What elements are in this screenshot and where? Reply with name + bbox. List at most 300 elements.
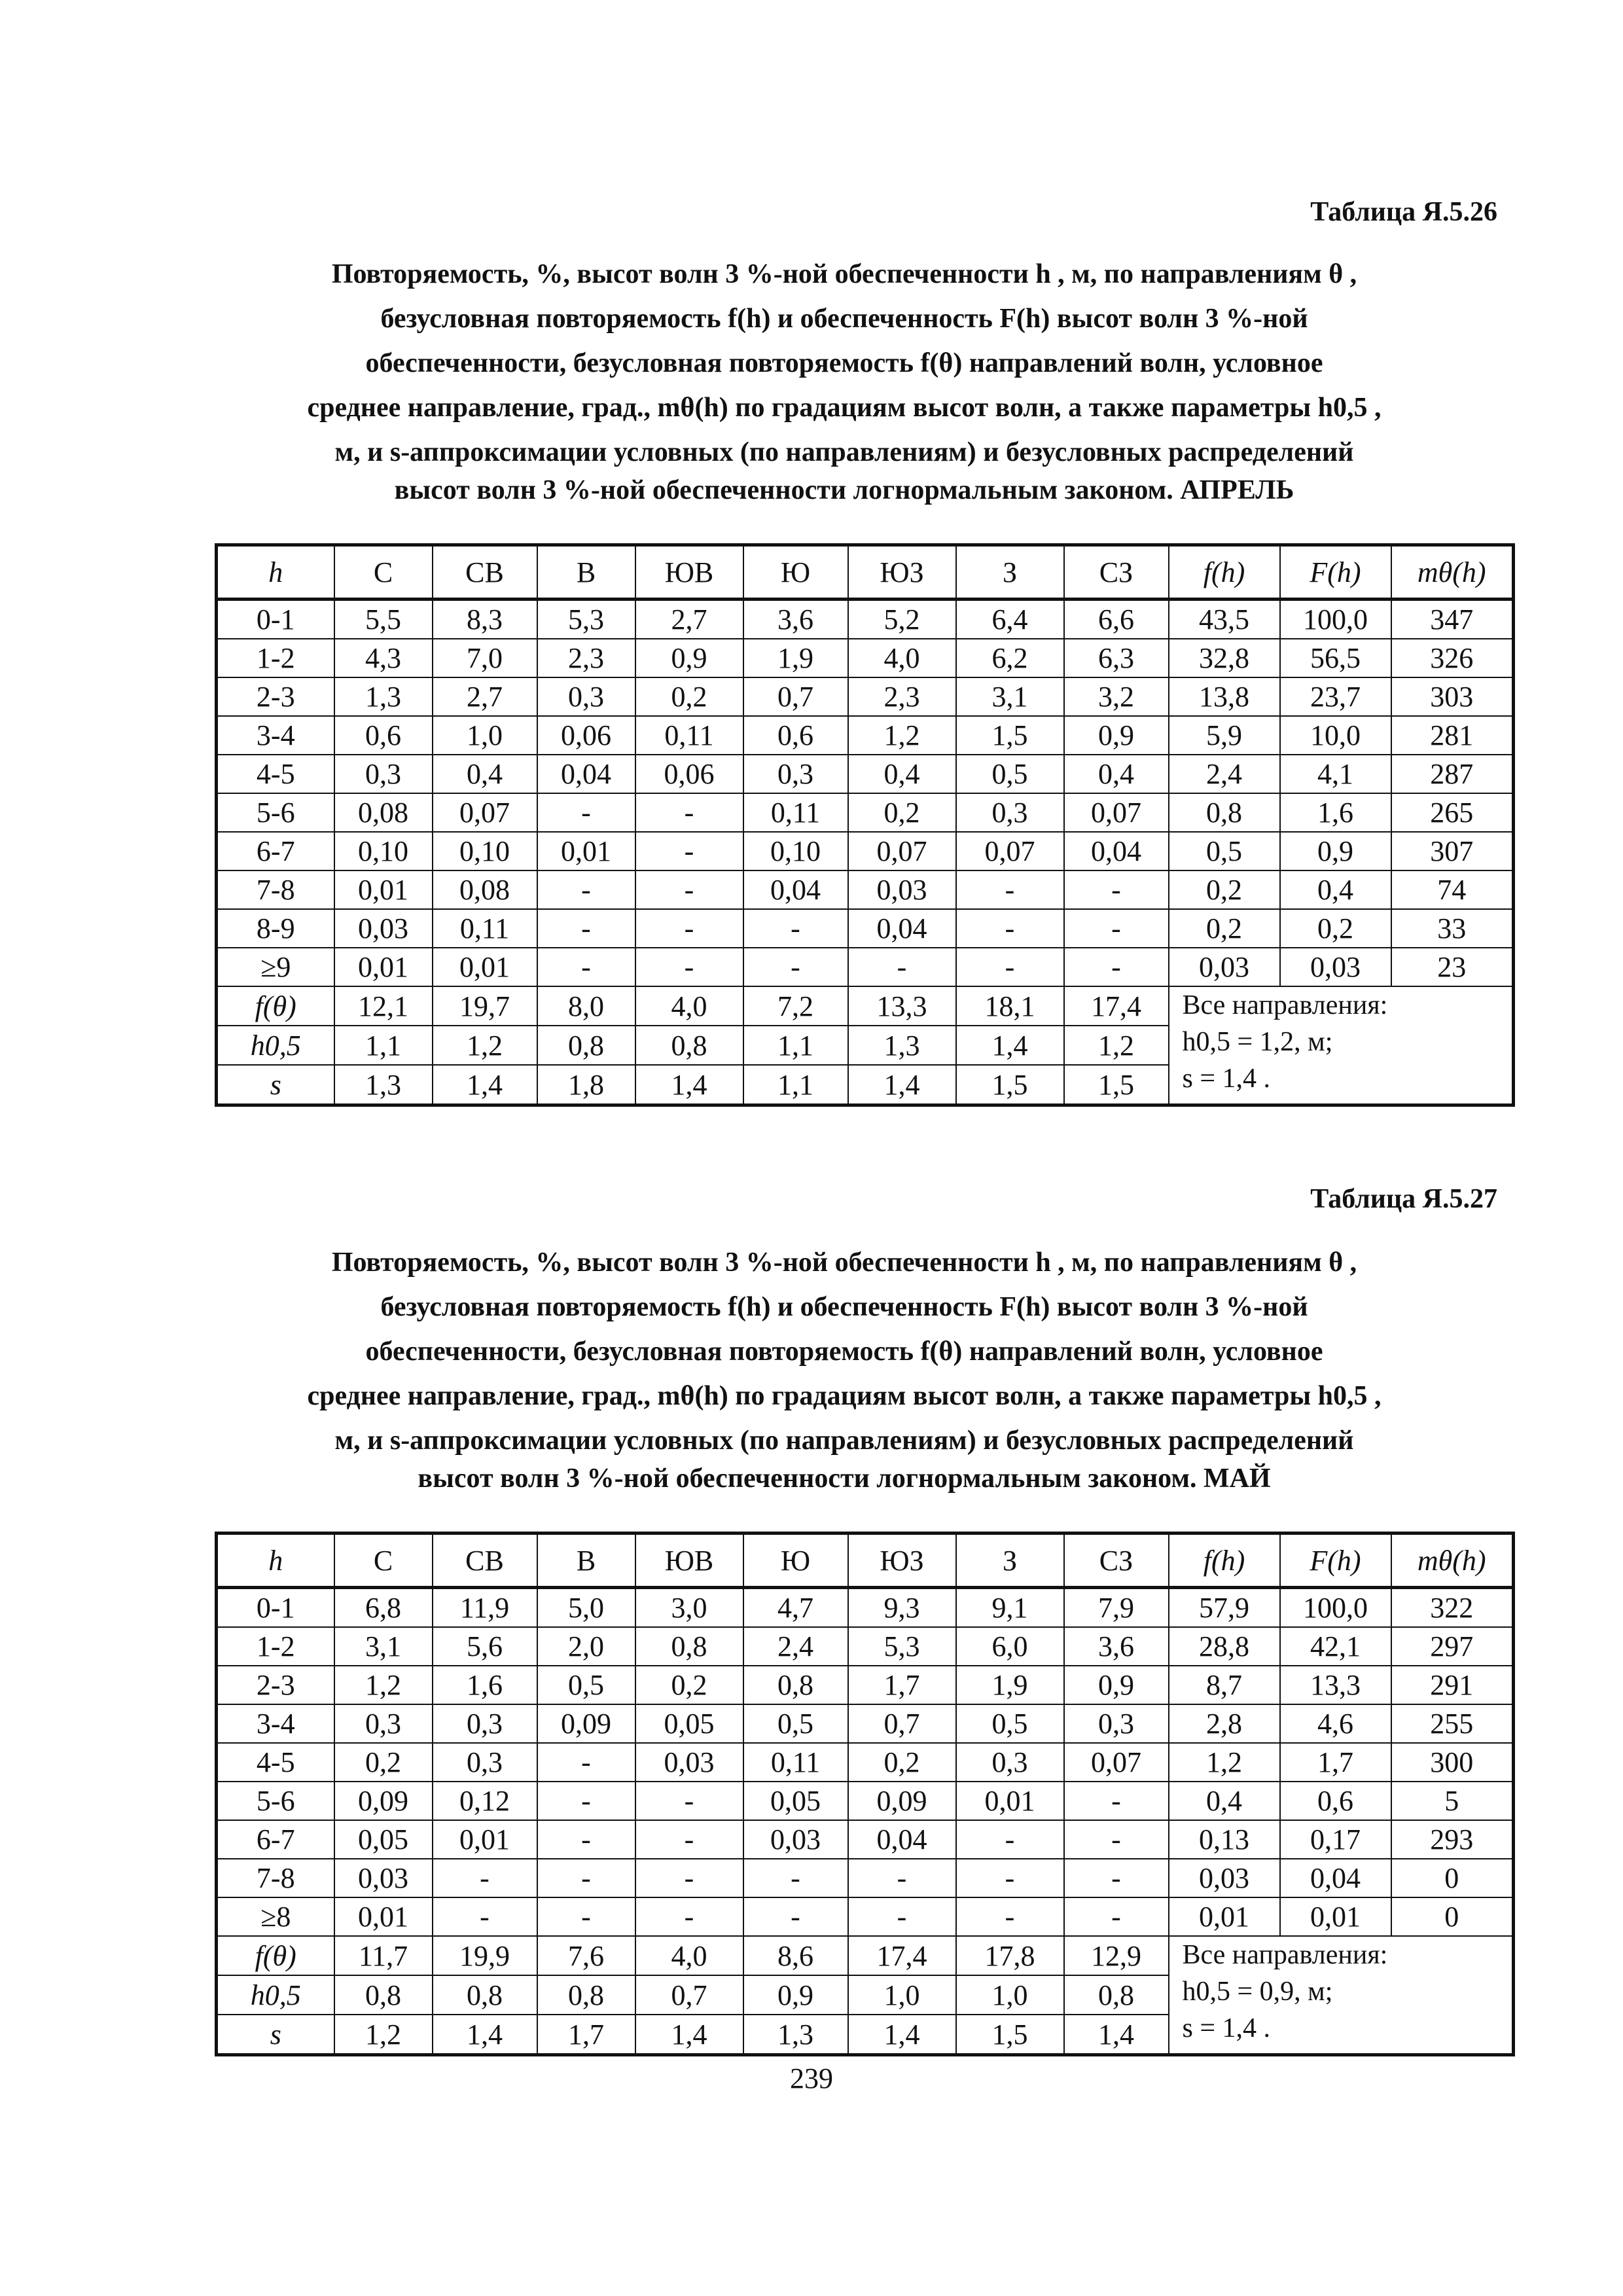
column-header: СВ (433, 545, 537, 600)
note-line: s = 1,4 . (1182, 1064, 1271, 1094)
table-cell: 0,01 (1169, 1897, 1280, 1936)
table-cell: 0,3 (743, 755, 848, 793)
row-header-cell: 1-2 (217, 639, 334, 677)
table-cell: 287 (1391, 755, 1514, 793)
table-cell: 0,04 (743, 870, 848, 909)
caption-line: обеспеченности, безусловная повторяемость f(θ) направлений волн, условное (365, 1336, 1323, 1367)
table-cell: - (848, 1859, 956, 1897)
table-cell: 0,9 (1064, 716, 1169, 755)
table-cell: 0,2 (1280, 909, 1391, 948)
column-header: СВ (433, 1534, 537, 1588)
header-row (217, 1534, 1514, 1588)
table-cell: - (537, 948, 635, 986)
table-cell: 2,7 (635, 600, 743, 639)
table-cell: 0,03 (848, 870, 956, 909)
table-cell: 5,9 (1169, 716, 1280, 755)
summary-cell: 18,1 (956, 986, 1064, 1026)
caption-line: м, и s-аппроксимации условных (по направлениям) и безусловных распределений (334, 437, 1354, 467)
column-header: В (537, 1534, 635, 1588)
table-cell: 0,2 (635, 677, 743, 716)
row-header-cell: 8-9 (217, 909, 334, 948)
summary-cell: 17,8 (956, 1936, 1064, 1975)
summary-cell: 1,1 (743, 1065, 848, 1105)
summary-cell: 1,4 (433, 1065, 537, 1105)
table-row (217, 909, 1514, 948)
column-header: f(h) (1169, 545, 1280, 600)
table-cell: 7,0 (433, 639, 537, 677)
summary-cell: 11,7 (334, 1936, 433, 1975)
column-header: СЗ (1064, 1534, 1169, 1588)
all-directions-note (1169, 986, 1514, 1105)
table-cell: - (1064, 909, 1169, 948)
table-cell: 33 (1391, 909, 1514, 948)
summary-cell: 0,9 (743, 1975, 848, 2015)
page-number: 239 (790, 2062, 833, 2094)
table-cell: 0,05 (743, 1782, 848, 1820)
summary-cell: 19,7 (433, 986, 537, 1026)
table-cell: 1,2 (1169, 1743, 1280, 1782)
table-cell: 0,05 (334, 1820, 433, 1859)
table-cell: 0,2 (334, 1743, 433, 1782)
table-cell: - (1064, 1820, 1169, 1859)
all-directions-note (1169, 1936, 1514, 2055)
table-cell: - (537, 1782, 635, 1820)
summary-cell: 1,7 (537, 2015, 635, 2055)
table-cell: - (956, 948, 1064, 986)
summary-cell: 4,0 (635, 1936, 743, 1975)
summary-cell: 1,4 (433, 2015, 537, 2055)
table-cell: - (635, 870, 743, 909)
table-cell: 57,9 (1169, 1588, 1280, 1628)
table-cell: 4,3 (334, 639, 433, 677)
table-cell: 0,2 (1169, 870, 1280, 909)
table-cell: 3,6 (743, 600, 848, 639)
row-header-cell: 7-8 (217, 870, 334, 909)
table-caption (196, 1240, 1492, 1494)
table-cell: 6,6 (1064, 600, 1169, 639)
table-cell: 8,7 (1169, 1666, 1280, 1704)
table-cell: - (848, 1897, 956, 1936)
row-header-cell: 5-6 (217, 793, 334, 832)
summary-label: h0,5 (217, 1975, 334, 2015)
summary-label: f(θ) (217, 1936, 334, 1975)
table-cell: 3,1 (334, 1627, 433, 1666)
row-header-cell: ≥9 (217, 948, 334, 986)
summary-cell: 12,1 (334, 986, 433, 1026)
summary-cell: 1,3 (848, 1026, 956, 1065)
column-header: mθ(h) (1391, 545, 1514, 600)
table-cell: 1,2 (848, 716, 956, 755)
table-cell: 0,05 (635, 1704, 743, 1743)
table-cell: 5,3 (848, 1627, 956, 1666)
summary-cell: 1,4 (956, 1026, 1064, 1065)
summary-cell: 1,2 (433, 1026, 537, 1065)
table-cell: 0,10 (334, 832, 433, 870)
table-cell: 0,3 (334, 1704, 433, 1743)
table-cell: 2,7 (433, 677, 537, 716)
table-cell: - (956, 1897, 1064, 1936)
table-cell: - (635, 1859, 743, 1897)
row-header-cell: 2-3 (217, 1666, 334, 1704)
table-cell: 0,07 (1064, 1743, 1169, 1782)
table-cell: 0,8 (743, 1666, 848, 1704)
column-header: С (334, 545, 433, 600)
table-cell: - (635, 793, 743, 832)
table-cell: - (956, 1820, 1064, 1859)
table-cell: 4,7 (743, 1588, 848, 1628)
summary-cell: 17,4 (848, 1936, 956, 1975)
table-cell: - (1064, 1782, 1169, 1820)
table-cell: 0,03 (334, 909, 433, 948)
summary-cell: 1,4 (848, 2015, 956, 2055)
column-header: F(h) (1280, 545, 1391, 600)
table-cell: 293 (1391, 1820, 1514, 1859)
table-cell: - (537, 909, 635, 948)
table-cell: 0,09 (537, 1704, 635, 1743)
table-cell: - (956, 870, 1064, 909)
table-cell: 13,3 (1280, 1666, 1391, 1704)
row-header-cell: 6-7 (217, 1820, 334, 1859)
table-cell: 0,4 (1064, 755, 1169, 793)
table-cell: 0,5 (743, 1704, 848, 1743)
column-header: СЗ (1064, 545, 1169, 600)
table-cell: 0,13 (1169, 1820, 1280, 1859)
table-cell: - (743, 909, 848, 948)
table-cell: 0,2 (635, 1666, 743, 1704)
summary-cell: 12,9 (1064, 1936, 1169, 1975)
summary-cell: 1,4 (635, 1065, 743, 1105)
table-cell: 4,1 (1280, 755, 1391, 793)
table-cell: 0,04 (537, 755, 635, 793)
table-cell: 0,3 (433, 1704, 537, 1743)
table-cell: 1,7 (848, 1666, 956, 1704)
table-cell: - (1064, 1897, 1169, 1936)
table-cell: - (848, 948, 956, 986)
row-header-cell: 4-5 (217, 1743, 334, 1782)
table-cell: - (635, 948, 743, 986)
table-cell: - (635, 1782, 743, 1820)
table-cell: 0,7 (848, 1704, 956, 1743)
summary-cell: 1,0 (848, 1975, 956, 2015)
table-cell: 5,0 (537, 1588, 635, 1628)
table-cell: 0,12 (433, 1782, 537, 1820)
summary-cell: 1,4 (848, 1065, 956, 1105)
table-cell: 1,5 (956, 716, 1064, 755)
summary-cell: 1,3 (334, 1065, 433, 1105)
summary-cell: 17,4 (1064, 986, 1169, 1026)
table-row (217, 948, 1514, 986)
summary-cell: 1,5 (956, 2015, 1064, 2055)
table-cell: 0,3 (956, 1743, 1064, 1782)
table-cell: 0,11 (433, 909, 537, 948)
summary-cell: 1,8 (537, 1065, 635, 1105)
column-header: ЮЗ (848, 1534, 956, 1588)
table-cell: 2,4 (1169, 755, 1280, 793)
summary-cell: 19,9 (433, 1936, 537, 1975)
table-cell: 0,4 (1169, 1782, 1280, 1820)
table-cell: 303 (1391, 677, 1514, 716)
row-header-cell: 4-5 (217, 755, 334, 793)
table-cell: 0,6 (743, 716, 848, 755)
table-row (217, 716, 1514, 755)
table-row (217, 677, 1514, 716)
table-cell: - (743, 948, 848, 986)
table-cell: 0,08 (433, 870, 537, 909)
table-cell: - (1064, 1859, 1169, 1897)
table-row (217, 1704, 1514, 1743)
table-cell: 0,03 (1169, 1859, 1280, 1897)
note-line: Все направления: (1182, 990, 1388, 1020)
table-cell: 0,3 (956, 793, 1064, 832)
table-cell: 6,8 (334, 1588, 433, 1628)
column-header: ЮВ (635, 545, 743, 600)
caption-line: безусловная повторяемость f(h) и обеспеченность F(h) высот волн 3 %-ной (380, 304, 1308, 334)
table-cell: 0,06 (635, 755, 743, 793)
summary-label: s (217, 2015, 334, 2055)
table-cell: - (537, 1743, 635, 1782)
row-header-cell: 7-8 (217, 1859, 334, 1897)
table-row (217, 1820, 1514, 1859)
table-cell: 0,4 (848, 755, 956, 793)
table-cell: 0,03 (1169, 948, 1280, 986)
table-row (217, 755, 1514, 793)
table-cell: 1,0 (433, 716, 537, 755)
summary-row (217, 986, 1514, 1026)
data-table (215, 543, 1515, 1107)
table-cell: 0,11 (635, 716, 743, 755)
summary-cell: 8,6 (743, 1936, 848, 1975)
table-cell: 0,07 (848, 832, 956, 870)
row-header-cell: 3-4 (217, 716, 334, 755)
table-cell: 5,5 (334, 600, 433, 639)
table-cell: - (956, 1859, 1064, 1897)
table-cell: 255 (1391, 1704, 1514, 1743)
table-cell: 322 (1391, 1588, 1514, 1628)
summary-cell: 1,2 (1064, 1026, 1169, 1065)
table-row (217, 1666, 1514, 1704)
table-cell: 0,04 (1280, 1859, 1391, 1897)
table-cell: 1,3 (334, 677, 433, 716)
summary-cell: 0,8 (635, 1026, 743, 1065)
row-header-cell: 1-2 (217, 1627, 334, 1666)
table-cell: 0,01 (433, 948, 537, 986)
table-cell: 42,1 (1280, 1627, 1391, 1666)
table-cell: 0,6 (1280, 1782, 1391, 1820)
table-cell: 9,3 (848, 1588, 956, 1628)
table-cell: 1,6 (1280, 793, 1391, 832)
table-cell: 291 (1391, 1666, 1514, 1704)
summary-cell: 0,8 (433, 1975, 537, 2015)
table-cell: 5 (1391, 1782, 1514, 1820)
table-row (217, 1743, 1514, 1782)
summary-cell: 13,3 (848, 986, 956, 1026)
summary-cell: 0,8 (334, 1975, 433, 2015)
table-cell: - (537, 870, 635, 909)
table-cell: - (956, 909, 1064, 948)
table-row (217, 793, 1514, 832)
column-header: Ю (743, 545, 848, 600)
row-header-cell: 5-6 (217, 1782, 334, 1820)
column-header: f(h) (1169, 1534, 1280, 1588)
table-cell: 0,01 (334, 948, 433, 986)
table-cell: - (433, 1859, 537, 1897)
table-cell: - (635, 1897, 743, 1936)
table-row (217, 1588, 1514, 1628)
table-cell: 0,01 (1280, 1897, 1391, 1936)
summary-cell: 1,4 (1064, 2015, 1169, 2055)
table-cell: 43,5 (1169, 600, 1280, 639)
table-cell: 13,8 (1169, 677, 1280, 716)
table-cell: - (537, 793, 635, 832)
summary-cell: 0,8 (537, 1026, 635, 1065)
caption-line: высот волн 3 %-ной обеспеченности логнормальным законом. АПРЕЛЬ (394, 475, 1294, 505)
table-cell: 2,3 (848, 677, 956, 716)
table-cell: 6,4 (956, 600, 1064, 639)
table-cell: 0,4 (1280, 870, 1391, 909)
table-cell: 2,0 (537, 1627, 635, 1666)
table-cell: 0,09 (848, 1782, 956, 1820)
table-cell: 0,3 (433, 1743, 537, 1782)
table-cell: 28,8 (1169, 1627, 1280, 1666)
table-cell: 3,0 (635, 1588, 743, 1628)
table-cell: 1,2 (334, 1666, 433, 1704)
summary-cell: 7,6 (537, 1936, 635, 1975)
note-line: h0,5 = 1,2, м; (1182, 1027, 1333, 1057)
table-cell: 0,9 (1280, 832, 1391, 870)
summary-cell: 1,5 (956, 1065, 1064, 1105)
table-cell: 0,04 (1064, 832, 1169, 870)
table-cell: 0,11 (743, 793, 848, 832)
row-header-cell: 0-1 (217, 600, 334, 639)
table-cell: 0,04 (848, 1820, 956, 1859)
row-header-cell: 0-1 (217, 1588, 334, 1628)
table-cell: 3,1 (956, 677, 1064, 716)
table-cell: 0,7 (743, 677, 848, 716)
table-cell: 74 (1391, 870, 1514, 909)
table-row (217, 1627, 1514, 1666)
table-row (217, 832, 1514, 870)
table-cell: 1,6 (433, 1666, 537, 1704)
table-cell: - (743, 1897, 848, 1936)
table-cell: 0,11 (743, 1743, 848, 1782)
table-cell: - (743, 1859, 848, 1897)
table-cell: 326 (1391, 639, 1514, 677)
summary-label: f(θ) (217, 986, 334, 1026)
table-cell: 11,9 (433, 1588, 537, 1628)
summary-row (217, 1936, 1514, 1975)
table-cell: 2,3 (537, 639, 635, 677)
table-cell: 6,2 (956, 639, 1064, 677)
table-cell: 0,08 (334, 793, 433, 832)
table-cell: 100,0 (1280, 1588, 1391, 1628)
table-cell: 0,06 (537, 716, 635, 755)
table-cell: 3,2 (1064, 677, 1169, 716)
table-cell: 5,6 (433, 1627, 537, 1666)
table-cell: 0 (1391, 1859, 1514, 1897)
table-cell: 0,01 (537, 832, 635, 870)
table-cell: 0,5 (956, 755, 1064, 793)
table-cell: 0,01 (334, 1897, 433, 1936)
table-cell: 1,7 (1280, 1743, 1391, 1782)
table-cell: 0,10 (743, 832, 848, 870)
table-cell: 0,6 (334, 716, 433, 755)
table-caption (196, 252, 1492, 506)
table-cell: 0,10 (433, 832, 537, 870)
column-header: mθ(h) (1391, 1534, 1514, 1588)
table-cell: 4,0 (848, 639, 956, 677)
column-header: З (956, 545, 1064, 600)
column-header: З (956, 1534, 1064, 1588)
table-cell: 0,07 (956, 832, 1064, 870)
summary-label: h0,5 (217, 1026, 334, 1065)
table-cell: 0,17 (1280, 1820, 1391, 1859)
table-cell: - (635, 832, 743, 870)
caption-line: безусловная повторяемость f(h) и обеспеченность F(h) высот волн 3 %-ной (380, 1292, 1308, 1322)
table-cell: 281 (1391, 716, 1514, 755)
table-cell: 0,04 (848, 909, 956, 948)
table-cell: 100,0 (1280, 600, 1391, 639)
summary-cell: 1,3 (743, 2015, 848, 2055)
table-row (217, 639, 1514, 677)
note-line: s = 1,4 . (1182, 2013, 1271, 2043)
table-cell: - (1064, 948, 1169, 986)
table-cell: 0 (1391, 1897, 1514, 1936)
table-cell: 9,1 (956, 1588, 1064, 1628)
table-cell: - (1064, 870, 1169, 909)
table-cell: 32,8 (1169, 639, 1280, 677)
summary-cell: 7,2 (743, 986, 848, 1026)
table-cell: 0,01 (956, 1782, 1064, 1820)
table-cell: - (537, 1897, 635, 1936)
table-cell: 0,09 (334, 1782, 433, 1820)
table-cell: 0,5 (956, 1704, 1064, 1743)
summary-cell: 0,8 (537, 1975, 635, 2015)
table-cell: 3,6 (1064, 1627, 1169, 1666)
table-cell: 0,03 (635, 1743, 743, 1782)
caption-line: высот волн 3 %-ной обеспеченности логнормальным законом. МАЙ (418, 1463, 1271, 1494)
summary-cell: 1,1 (334, 1026, 433, 1065)
table-cell: 2,8 (1169, 1704, 1280, 1743)
table-cell: - (635, 909, 743, 948)
row-header-cell: 6-7 (217, 832, 334, 870)
table-cell: 8,3 (433, 600, 537, 639)
data-table (215, 1532, 1515, 2056)
caption-line: м, и s-аппроксимации условных (по направлениям) и безусловных распределений (334, 1426, 1354, 1456)
column-header: F(h) (1280, 1534, 1391, 1588)
row-header-cell: ≥8 (217, 1897, 334, 1936)
summary-label: s (217, 1065, 334, 1105)
table-cell: 7,9 (1064, 1588, 1169, 1628)
table-cell: 1,9 (743, 639, 848, 677)
summary-cell: 1,0 (956, 1975, 1064, 2015)
column-header: В (537, 545, 635, 600)
table-cell: 0,2 (848, 1743, 956, 1782)
table-cell: 56,5 (1280, 639, 1391, 677)
table-label: Таблица Я.5.27 (1310, 1184, 1497, 1214)
column-header: Ю (743, 1534, 848, 1588)
table-cell: 0,03 (1280, 948, 1391, 986)
table-cell: 307 (1391, 832, 1514, 870)
summary-cell: 1,1 (743, 1026, 848, 1065)
table-cell: 23 (1391, 948, 1514, 986)
table-cell: 0,2 (848, 793, 956, 832)
note-line: h0,5 = 0,9, м; (1182, 1977, 1333, 2007)
header-row (217, 545, 1514, 600)
table-cell: 0,03 (334, 1859, 433, 1897)
table-cell: 6,0 (956, 1627, 1064, 1666)
table-cell: 0,3 (1064, 1704, 1169, 1743)
caption-line: Повторяемость, %, высот волн 3 %-ной обеспеченности h , м, по направлениям θ , (331, 259, 1357, 289)
